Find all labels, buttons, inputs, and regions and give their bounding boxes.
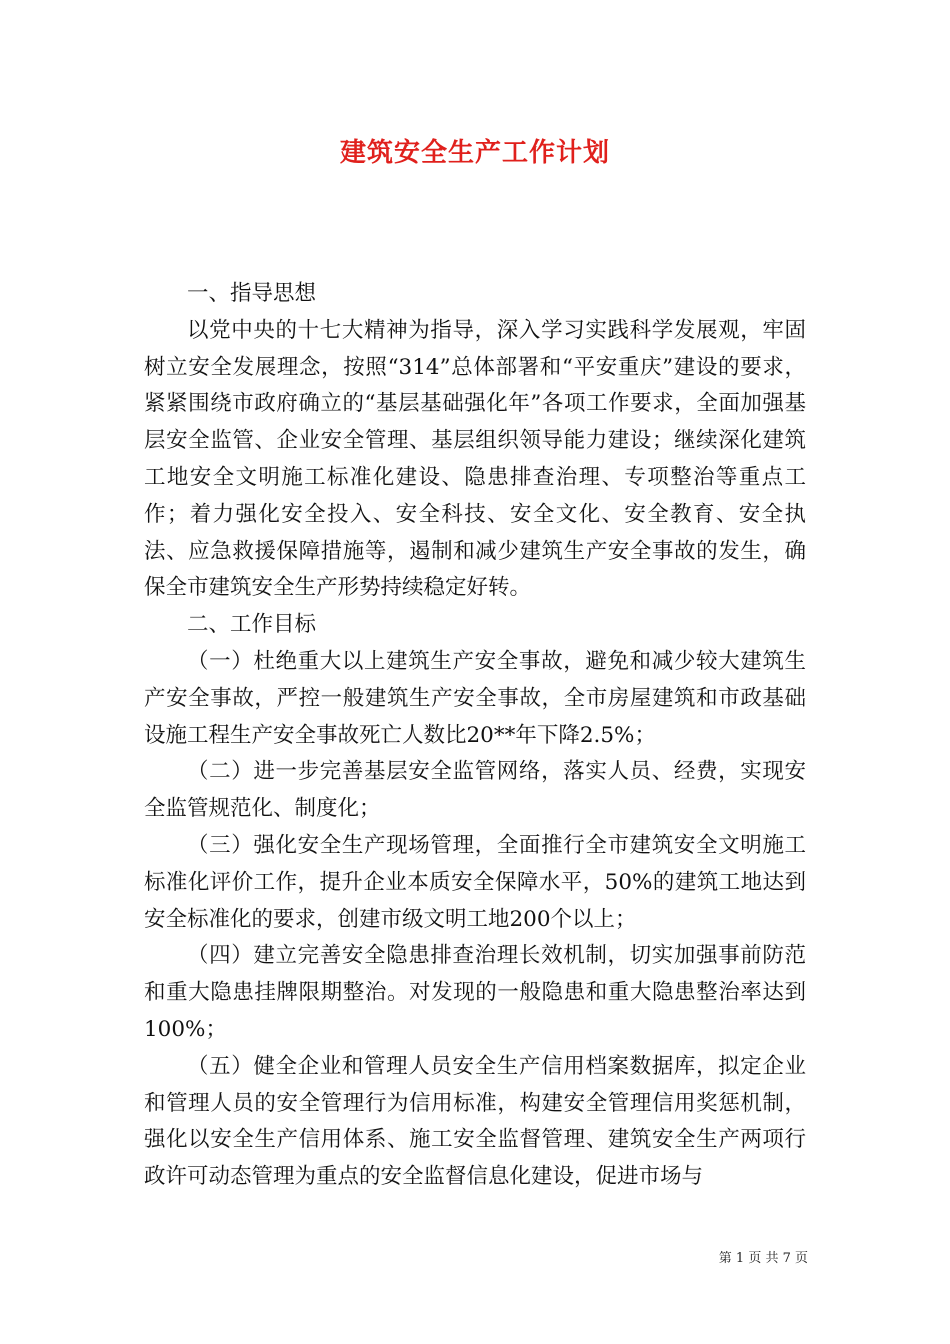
document-body bbox=[144, 276, 806, 1196]
page-number-footer: 第 1 页 共 7 页 bbox=[718, 1251, 808, 1266]
paragraph-guiding-ideology: 以党中央的十七大精神为指导，深入学习实践科学发展观，牢固树立安全发展理念，按照“314”总体部署和“平安重庆”建设的要求，紧紧围绕市政府确立的“基层基础强化年”各项工作要求，全面加强基层安全监管、企业安全管理、基层组织领导能力建设；继续深化建筑工地安全文明施工标准化建设、隐患排查治理、专项整治等重点工作；着力强化安全投入、安全科技、安全文化、安全教育、安全执法、应急救援保障措施等，遏制和减少建筑生产安全事故的发生，确保全市建筑安全生产形势持续稳定好转。 bbox=[144, 317, 806, 601]
paragraph-goal-4: （四）建立完善安全隐患排查治理长效机制，切实加强事前防范和重大隐患挂牌限期整治。对发现的一般隐患和重大隐患整治率达到100%； bbox=[144, 943, 806, 1042]
paragraph-goal-1: （一）杜绝重大以上建筑生产安全事故，避免和减少较大建筑生产安全事故，严控一般建筑生产安全事故，全市房屋建筑和市政基础设施工程生产安全事故死亡人数比20**年下降2.5%； bbox=[144, 648, 806, 748]
paragraph-goal-3: （三）强化安全生产现场管理，全面推行全市建筑安全文明施工标准化评价工作，提升企业本质安全保障水平，50%的建筑工地达到安全标准化的要求，创建市级文明工地200个以上； bbox=[144, 832, 806, 932]
section-heading-work-goals: 二、工作目标 bbox=[187, 612, 317, 638]
paragraph-goal-5: （五）健全企业和管理人员安全生产信用档案数据库，拟定企业和管理人员的安全管理行为信用标准，构建安全管理信用奖惩机制，强化以安全生产信用体系、施工安全监督管理、建筑安全生产两项行政许可动态管理为重点的安全监督信息化建设，促进市场与 bbox=[144, 1053, 806, 1190]
document-title: 建筑安全生产工作计划 bbox=[339, 138, 610, 168]
paragraph-goal-2: （二）进一步完善基层安全监管网络，落实人员、经费，实现安全监管规范化、制度化； bbox=[144, 759, 806, 822]
section-heading-guiding-ideology: 一、指导思想 bbox=[187, 281, 317, 306]
